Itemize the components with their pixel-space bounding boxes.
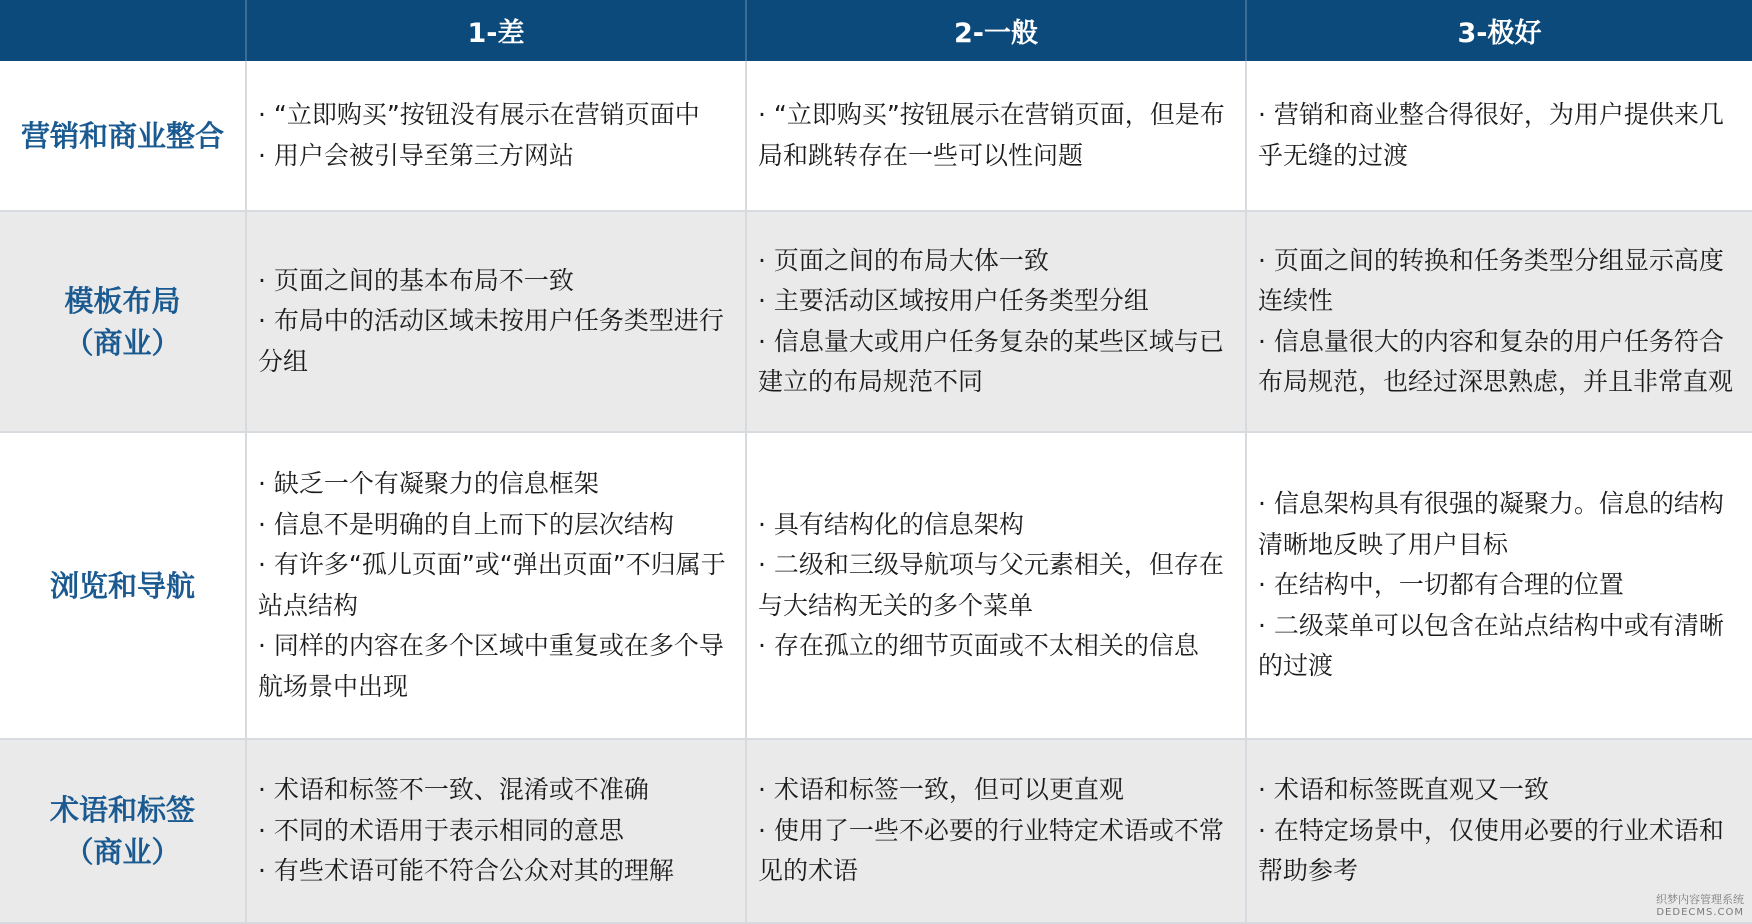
criterion-item: · “立即购买”按钮没有展示在营销页面中 — [258, 100, 700, 129]
criterion-item: · 页面之间的转换和任务类型分组显示高度连续性 — [1258, 245, 1724, 315]
row-label-template-layout — [0, 212, 247, 433]
watermark-cn: 织梦内容管理系统 — [1656, 893, 1744, 906]
row-label-browse-navigation — [0, 433, 247, 740]
criterion-item: · 信息量大或用户任务复杂的某些区域与已建立的布局规范不同 — [758, 326, 1224, 396]
criterion-item: · 信息量很大的内容和复杂的用户任务符合布局规范，也经过深思熟虑，并且非常直观 — [1258, 326, 1734, 396]
criterion-item: · 术语和标签既直观又一致 — [1258, 775, 1549, 805]
row-label-line: 营销和商业整合 — [20, 118, 224, 153]
criterion-item: · 主要活动区域按用户任务类型分组 — [758, 286, 1149, 315]
cell-marketing-average — [747, 61, 1247, 212]
row-label-line: 术语和标签 — [49, 793, 195, 827]
criterion-item: · 布局中的活动区域未按用户任务类型进行分组 — [258, 306, 724, 376]
criterion-item: · 具有结构化的信息架构 — [758, 509, 1024, 539]
criterion-item: · 术语和标签一致，但可以更直观 — [758, 775, 1124, 805]
cell-layout-excellent — [1247, 212, 1752, 433]
watermark-en: DEDECMS.COM — [1656, 907, 1744, 918]
cell-layout-poor — [247, 212, 747, 433]
row-label-marketing-commerce — [0, 61, 247, 212]
criterion-item: · 在特定场景中，仅使用必要的行业术语和帮助参考 — [1258, 815, 1724, 886]
header-level-average: 2-一般 — [747, 0, 1247, 61]
criterion-item: · 页面之间的布局大体一致 — [758, 245, 1049, 275]
cell-terms-average — [747, 740, 1247, 924]
row-label-line: （商业） — [64, 835, 181, 869]
row-label-line: （商业） — [64, 325, 181, 360]
cell-layout-average — [747, 212, 1247, 433]
header-corner-cell — [0, 0, 247, 61]
cell-navigation-poor — [247, 433, 747, 740]
criterion-item: · 营销和商业整合得很好，为用户提供来几乎无缝的过渡 — [1258, 100, 1724, 170]
cell-terms-poor — [247, 740, 747, 924]
criterion-item: · 在结构中，一切都有合理的位置 — [1258, 570, 1624, 600]
criterion-item: · 信息不是明确的自上而下的层次结构 — [258, 509, 674, 539]
cell-marketing-poor — [247, 61, 747, 212]
criterion-item: · 有许多“孤儿页面”或“弹出页面”不归属于站点结构 — [258, 550, 726, 620]
criterion-item: · 存在孤立的细节页面或不太相关的信息 — [758, 631, 1199, 660]
row-label-terms-labels — [0, 740, 247, 924]
header-level-excellent: 3-极好 — [1247, 0, 1752, 61]
criterion-item: · 用户会被引导至第三方网站 — [258, 140, 574, 170]
criterion-item: · 使用了一些不必要的行业特定术语或不常见的术语 — [758, 815, 1224, 886]
criterion-item: · 二级菜单可以包含在站点结构中或有清晰的过渡 — [1258, 610, 1724, 681]
criterion-item: · “立即购买”按钮展示在营销页面，但是布局和跳转存在一些可以性问题 — [758, 100, 1225, 170]
criterion-item: · 页面之间的基本布局不一致 — [258, 265, 574, 295]
criterion-item: · 二级和三级导航项与父元素相关，但存在与大结构无关的多个菜单 — [758, 550, 1224, 620]
cell-marketing-excellent — [1247, 61, 1752, 212]
criterion-item: · 信息架构具有很强的凝聚力。信息的结构清晰地反映了用户目标 — [1258, 489, 1724, 559]
criterion-item: · 术语和标签不一致、混淆或不准确 — [258, 775, 649, 805]
row-label-line: 模板布局 — [64, 283, 181, 318]
header-level-poor: 1-差 — [247, 0, 747, 61]
criterion-item: · 缺乏一个有凝聚力的信息框架 — [258, 469, 599, 498]
row-label-line: 浏览和导航 — [49, 568, 195, 603]
cell-navigation-excellent — [1247, 433, 1752, 740]
watermark — [1656, 893, 1744, 919]
criterion-item: · 不同的术语用于表示相同的意思 — [258, 815, 624, 845]
cell-navigation-average — [747, 433, 1247, 740]
criterion-item: · 有些术语可能不符合公众对其的理解 — [258, 856, 674, 886]
criterion-item: · 同样的内容在多个区域中重复或在多个导航场景中出现 — [258, 631, 724, 701]
